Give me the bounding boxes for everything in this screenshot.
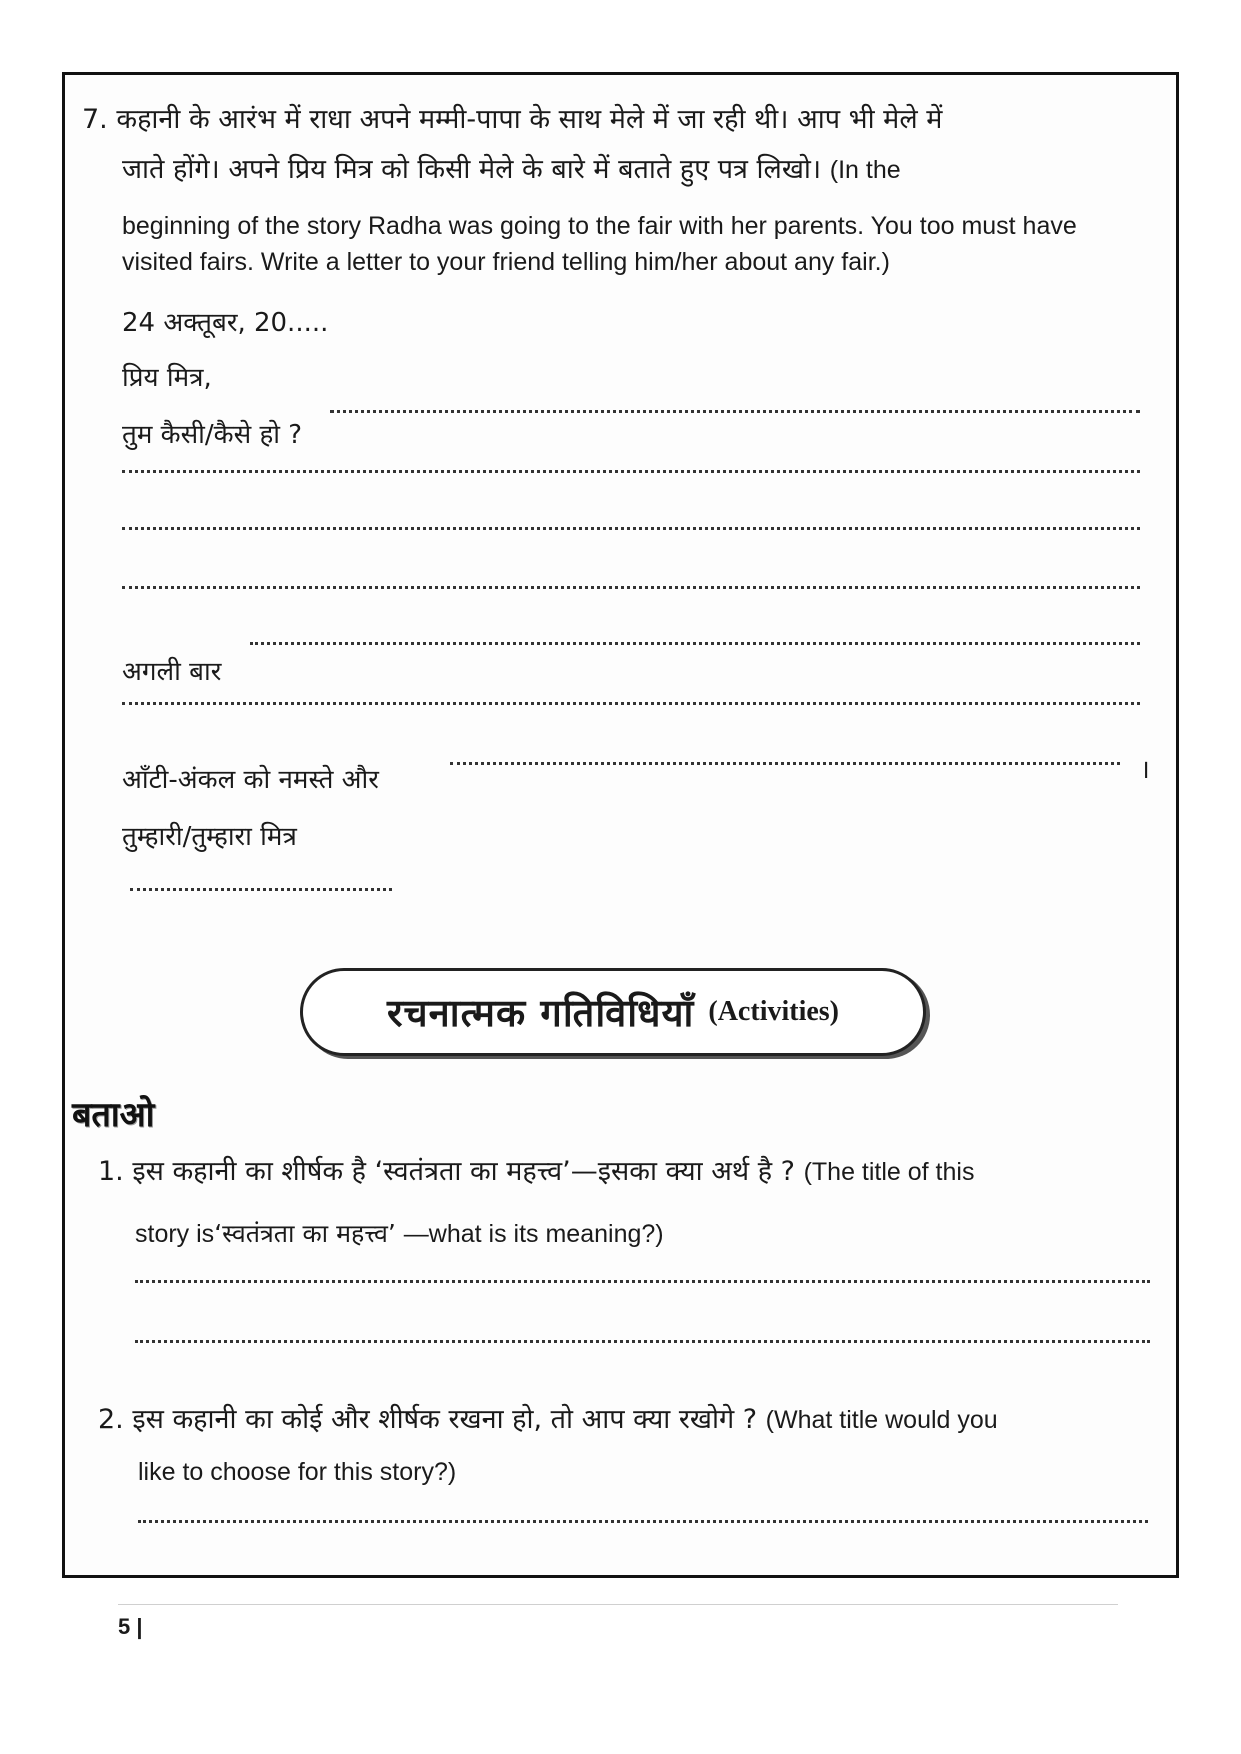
question-line-en: (What title would you xyxy=(765,1406,998,1434)
letter-regards: आँटी-अंकल को नमस्ते और xyxy=(122,765,379,795)
question-line-hi: ‘स्वतंत्रता का महत्त्व’ xyxy=(214,1219,396,1248)
question-line-en: story is xyxy=(135,1220,215,1248)
activity-question-1-line-2 xyxy=(135,1216,664,1250)
answer-line[interactable] xyxy=(330,410,1140,413)
answer-line[interactable] xyxy=(122,470,1140,473)
question-7-line-2 xyxy=(122,150,901,190)
question-line-hi: जाते होंगे। अपने प्रिय मित्र को किसी मेले के बारे में बताते हुए पत्र लिखो। xyxy=(122,154,822,185)
answer-line[interactable] xyxy=(135,1280,1150,1283)
activities-heading xyxy=(300,968,926,1056)
question-7 xyxy=(82,100,942,140)
heading-english: (Activities) xyxy=(708,996,839,1027)
question-7-line-3: beginning of the story Radha was going to the fair with her parents. You too must have xyxy=(122,212,1077,240)
activity-question-2-line-2: like to choose for this story?) xyxy=(138,1458,457,1486)
answer-line[interactable] xyxy=(138,1520,1148,1523)
answer-line[interactable] xyxy=(122,527,1140,530)
answer-line[interactable] xyxy=(450,762,1120,765)
letter-next-time: अगली बार xyxy=(122,657,222,687)
heading-hindi: रचनात्मक गतिविधियाँ xyxy=(387,990,695,1035)
question-7-line-4: visited fairs. Write a letter to your friend telling him/her about any fair.) xyxy=(122,248,890,276)
letter-date: 24 अक्तूबर, 20..... xyxy=(122,308,329,338)
question-number: 7. xyxy=(82,104,108,135)
letter-greeting: तुम कैसी/कैसे हो ? xyxy=(122,420,303,450)
signature-line[interactable] xyxy=(130,888,392,891)
answer-line[interactable] xyxy=(122,586,1140,589)
question-line-en: (The title of this xyxy=(803,1158,975,1186)
page-number: 5 | xyxy=(118,1614,143,1639)
section-title: बताओ xyxy=(72,1095,155,1135)
question-line-hi: इस कहानी का शीर्षक है ‘स्वतंत्रता का महत्त्व’—इसका क्या अर्थ है ? xyxy=(132,1156,795,1187)
question-line: कहानी के आरंभ में राधा अपने मम्मी-पापा के साथ मेले में जा रही थी। आप भी मेले में xyxy=(116,104,943,135)
answer-line[interactable] xyxy=(135,1340,1150,1343)
answer-line[interactable] xyxy=(250,642,1140,645)
question-line-en: —what is its meaning?) xyxy=(403,1220,664,1248)
question-line-hi: इस कहानी का कोई और शीर्षक रखना हो, तो आप क्या रखोगे ? xyxy=(132,1404,758,1435)
question-number: 1. xyxy=(98,1156,124,1187)
activity-question-1 xyxy=(98,1152,974,1192)
footer-divider xyxy=(118,1604,1118,1605)
activity-question-2 xyxy=(98,1400,998,1440)
question-line-en: (In the xyxy=(829,156,901,184)
letter-regards-end: । xyxy=(1140,755,1150,785)
letter-closing: तुम्हारी/तुम्हारा मित्र xyxy=(122,822,297,852)
question-number: 2. xyxy=(98,1404,124,1435)
letter-salutation: प्रिय मित्र, xyxy=(122,363,212,393)
answer-line[interactable] xyxy=(122,702,1140,705)
